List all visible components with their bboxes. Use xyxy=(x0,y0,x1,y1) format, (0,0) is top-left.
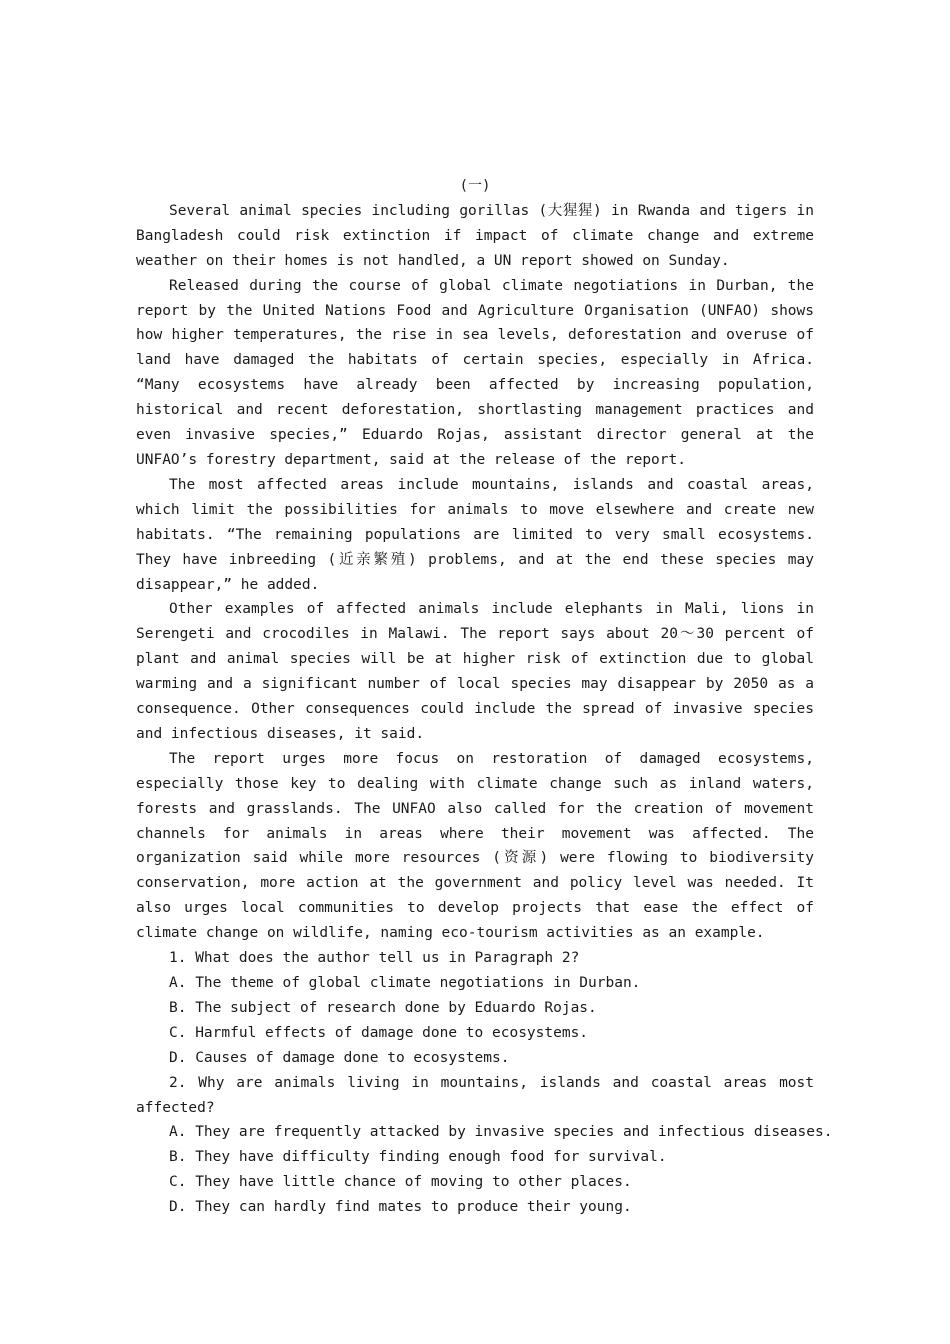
option-d: D. They can hardly find mates to produce their young. xyxy=(169,1199,632,1216)
passage-paragraph-2: Released during the course of global climate negotiations in Durban, the report by the United Nations Food and Agriculture Organisation (UNFAO) shows how higher temperatures, the rise in sea levels, deforestation and overuse of land have damaged the habitats of certain species, especially in Africa. “Many ecosystems have already been affected by increasing population, historical and recent deforestation, shortlasting management practices and even invasive species,” Eduardo Rojas, assistant director general at the UNFAO’s forestry department, said at the release of the report. xyxy=(136,277,814,468)
option-a: A. They are frequently attacked by invasive species and infectious diseases. xyxy=(169,1124,833,1141)
passage-paragraph-3: The most affected areas include mountains, islands and coastal areas, which limit the possibilities for animals to move elsewhere and create new habitats. “The remaining populations are limited to very small ecosystems. They have inbreeding (近亲繁殖) problems, and at the end these species may disappear,” he added. xyxy=(136,476,814,593)
option-c: C. Harmful effects of damage done to ecosystems. xyxy=(169,1024,589,1041)
passage-paragraph-5: The report urges more focus on restoration of damaged ecosystems, especially those key to dealing with climate change such as inland waters, forests and grasslands. The UNFAO also called for the creation of movement channels for animals in areas where their movement was affected. The organization said while more resources (资源) were flowing to biodiversity conservation, more action at the government and policy level was needed. It also urges local communities to develop projects that ease the effect of climate change on wildlife, naming eco-tourism activities as an example. xyxy=(136,750,814,942)
option-d: D. Causes of damage done to ecosystems. xyxy=(169,1049,510,1066)
passage-paragraph-4: Other examples of affected animals include elephants in Mali, lions in Serengeti and crocodiles in Malawi. The report says about 20～30 percent of plant and animal species will be at higher risk of extinction due to global warming and a significant number of local species may disappear by 2050 as a consequence. Other consequences could include the spread of invasive species and infectious diseases, it said. xyxy=(136,601,814,742)
option-b: B. The subject of research done by Eduardo Rojas. xyxy=(169,999,597,1016)
option-b: B. They have difficulty finding enough food for survival. xyxy=(169,1149,667,1166)
document-page xyxy=(136,174,833,1220)
question-1 xyxy=(136,946,814,1071)
question-2 xyxy=(136,1071,833,1220)
section-title: (一) xyxy=(459,178,491,194)
question-stem: 1. What does the author tell us in Paragraph 2? xyxy=(169,950,580,967)
passage-paragraph-1: Several animal species including gorillas (大猩猩) in Rwanda and tigers in Bangladesh could risk extinction if impact of climate change and extreme weather on their homes is not handled, a UN report showed on Sunday. xyxy=(136,202,814,269)
option-c: C. They have little chance of moving to other places. xyxy=(169,1174,632,1191)
option-a: A. The theme of global climate negotiations in Durban. xyxy=(169,975,641,991)
reading-passage xyxy=(136,199,814,946)
question-stem: 2. Why are animals living in mountains, islands and coastal areas most affected? xyxy=(136,1074,814,1116)
